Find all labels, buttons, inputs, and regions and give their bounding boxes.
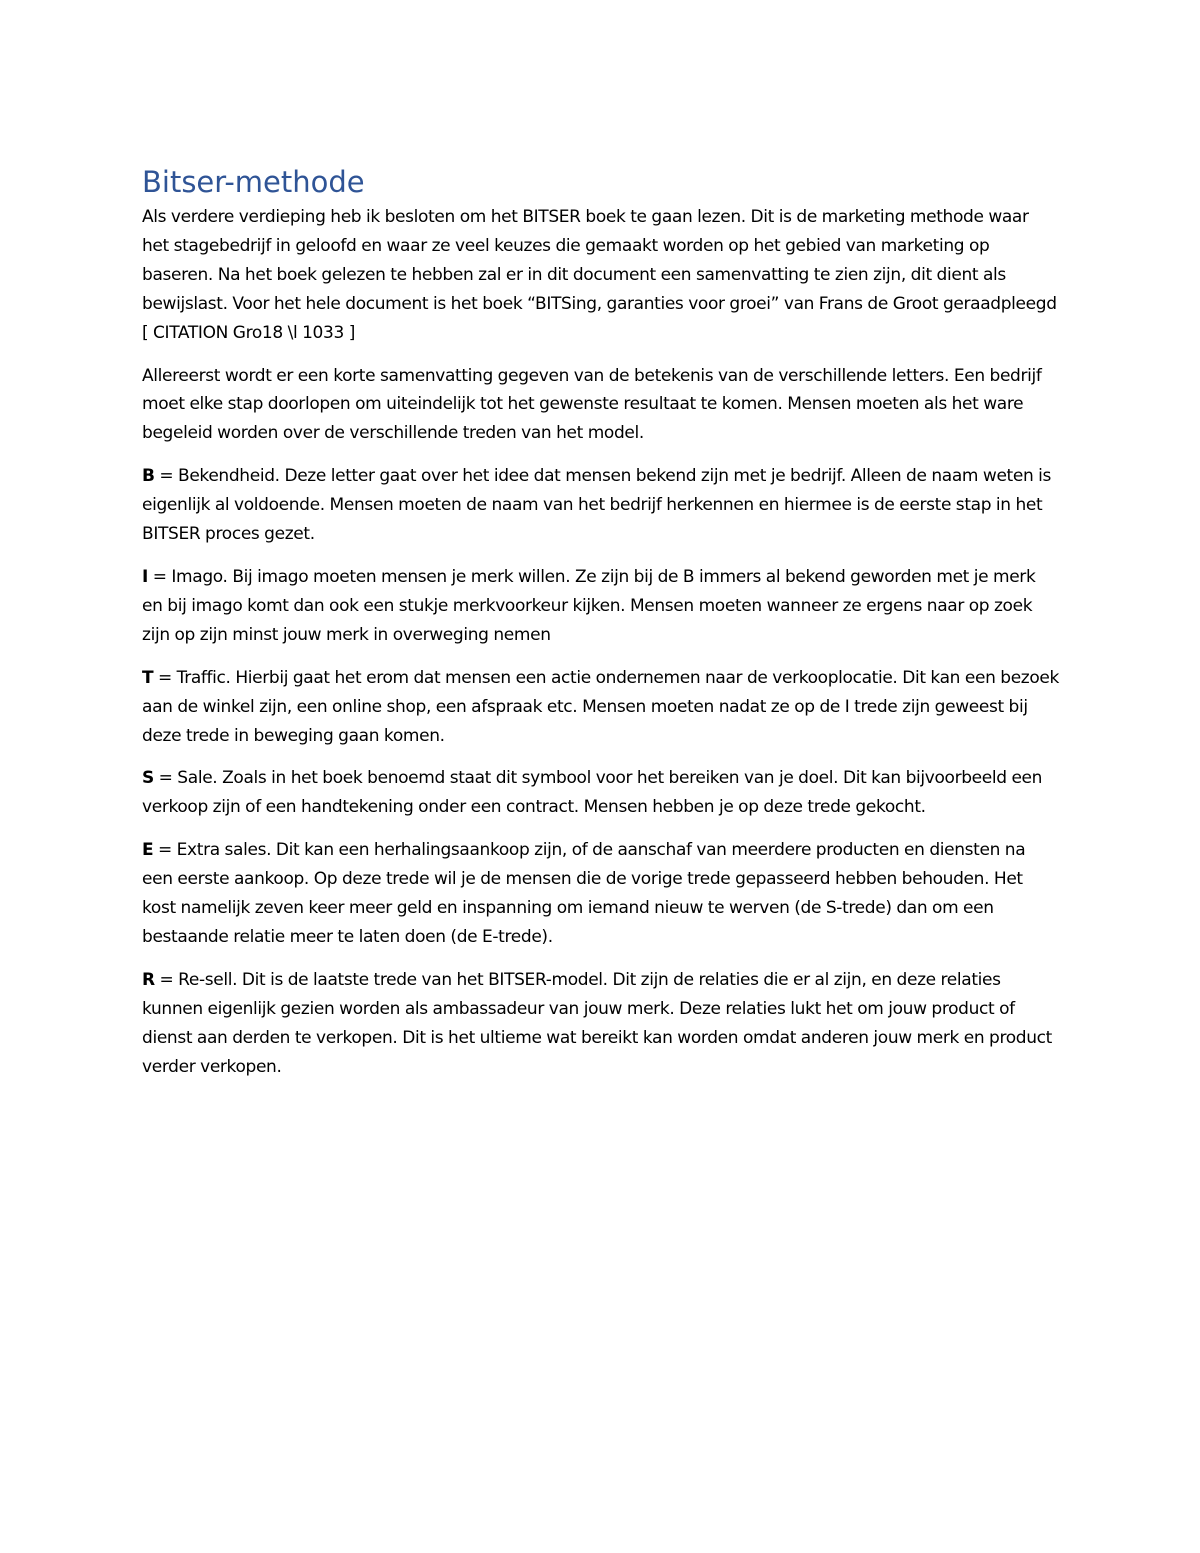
letter-s-text: = Sale. Zoals in het boek benoemd staat dit symbool voor het bereiken van je doel. Dit kan bijvoorbeeld een verkoop zijn of een handtekening onder een contract. Mensen hebben je op deze trede gekocht.	[142, 768, 1043, 818]
letter-t-label: T	[142, 667, 154, 688]
overview-paragraph: Allereerst wordt er een korte samenvatting gegeven van de betekenis van de verschillende letters. Een bedrijf moet elke stap doorlopen om uiteindelijk tot het gewenste resultaat te komen. Mensen moeten als het ware begeleid worden over de verschillende treden van het model.	[142, 365, 1042, 444]
letter-b-label: B	[142, 466, 155, 487]
letter-b-text: = Bekendheid. Deze letter gaat over het idee dat mensen bekend zijn met je bedrijf. Alleen de naam weten is eigenlijk al voldoende. Mensen moeten de naam van het bedrijf herkennen en hiermee is de eerste stap in het BITSER proces gezet.	[142, 466, 1052, 545]
intro-paragraph: Als verdere verdieping heb ik besloten om het BITSER boek te gaan lezen. Dit is de marketing methode waar het stagebedrijf in geloofd en waar ze veel keuzes die gemaakt worden op het gebied van marketing op baseren. Na het boek gelezen te hebben zal er in dit document een samenvatting te zien zijn, dit dient als bewijslast. Voor het hele document is het boek “BITSing, garanties voor groei” van Frans de Groot geraadpleegd [ CITATION Gro18 \l 1033 ]	[142, 207, 1057, 343]
letter-t-paragraph	[142, 664, 1060, 751]
document-page	[142, 162, 1060, 1095]
letter-t-text: = Traffic. Hierbij gaat het erom dat mensen een actie ondernemen naar de verkooplocatie. Dit kan een bezoek aan de winkel zijn, een online shop, een afspraak etc. Mensen moeten nadat ze op de I trede zijn geweest bij deze trede in beweging gaan komen.	[142, 667, 1060, 746]
letter-b-paragraph	[142, 462, 1060, 549]
letter-e-text: = Extra sales. Dit kan een herhalingsaankoop zijn, of de aanschaf van meerdere producten en diensten na een eerste aankoop. Op deze trede wil je de mensen die de vorige trede gepasseerd hebben behouden. Het kost namelijk zeven keer meer geld en inspanning om iemand nieuw te werven (de S-trede) dan om een bestaande relatie meer te laten doen (de E-trede).	[142, 840, 1026, 947]
letter-e-paragraph	[142, 836, 1060, 952]
letter-r-paragraph	[142, 966, 1060, 1082]
letter-i-paragraph	[142, 563, 1060, 650]
letter-r-label: R	[142, 969, 155, 990]
letter-i-text: = Imago. Bij imago moeten mensen je merk willen. Ze zijn bij de B immers al bekend geworden met je merk en bij imago komt dan ook een stukje merkvoorkeur kijken. Mensen moeten wanneer ze ergens naar op zoek zijn op zijn minst jouw merk in overweging nemen	[142, 566, 1036, 645]
letter-r-text: = Re-sell. Dit is de laatste trede van het BITSER-model. Dit zijn de relaties die er al zijn, en deze relaties kunnen eigenlijk gezien worden als ambassadeur van jouw merk. Deze relaties lukt het om jouw product of dienst aan derden te verkopen. Dit is het ultieme wat bereikt kan worden omdat anderen jouw merk en product verder verkopen.	[142, 969, 1052, 1077]
letter-s-paragraph	[142, 764, 1060, 822]
letter-e-label: E	[142, 840, 154, 861]
letter-i-label: I	[142, 566, 148, 587]
document-title: Bitser-methode	[142, 165, 365, 199]
letter-s-label: S	[142, 768, 154, 789]
